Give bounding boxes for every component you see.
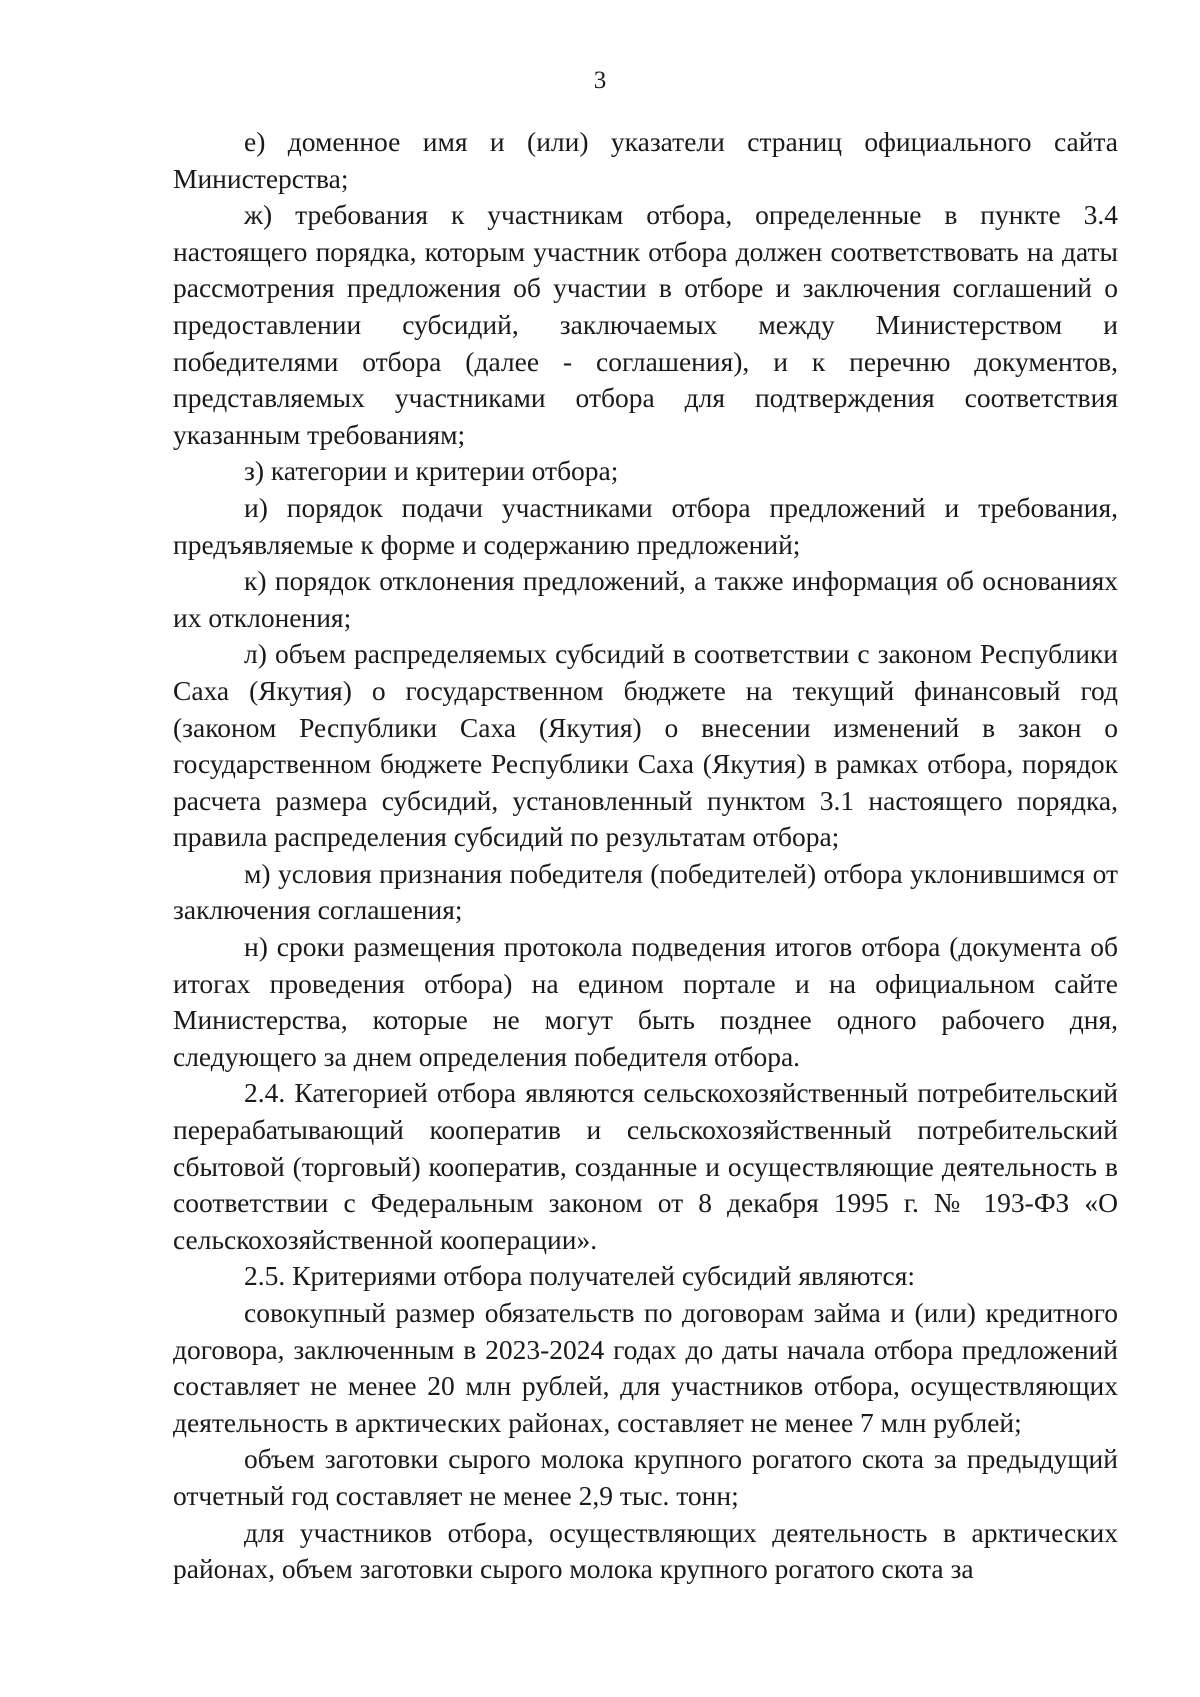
document-body	[173, 124, 1118, 1588]
paragraph-criterion-arctic: для участников отбора, осуществляющих деятельность в арктических районах, объем заготовки сырого молока крупного рогатого скота за	[173, 1516, 1118, 1585]
paragraph-n: н) сроки размещения протокола подведения итогов отбора (документа об итогах проведения отбора) на едином портале и на официальном сайте Министерства, которые не могут быть позднее одного рабочего дня, следующего за днем определения победителя отбора.	[173, 931, 1118, 1072]
paragraph-l: л) объем распределяемых субсидий в соответствии с законом Республики Саха (Якутия) о государственном бюджете на текущий финансовый год (законом Республики Саха (Якутия) о внесении изменений в закон о государственном бюджете Республики Саха (Якутия) в рамках отбора, порядок расчета размера субсидий, установленный пунктом 3.1 настоящего порядка, правила распределения субсидий по результатам отбора;	[173, 638, 1118, 853]
paragraph-2-4: 2.4. Категорией отбора являются сельскохозяйственный потребительский перерабатывающий кооператив и сельскохозяйственный потребительский сбытовой (торговый) кооператив, созданные и осуществляющие деятельность в соответствии с Федеральным законом от 8 декабря 1995 г. № 193-ФЗ «О сельскохозяйственной кооперации».	[173, 1077, 1118, 1255]
paragraph-2-5: 2.5. Критериями отбора получателей субсидий являются:	[244, 1260, 916, 1292]
paragraph-k: к) порядок отклонения предложений, а также информация об основаниях их отклонения;	[173, 565, 1118, 633]
paragraph-e: е) доменное имя и (или) указатели страниц официального сайта Министерства;	[173, 126, 1118, 194]
paragraph-m: м) условия признания победителя (победителей) отбора уклонившимся от заключения соглашения;	[173, 857, 1118, 926]
page-number: 3	[593, 67, 607, 94]
paragraph-i: и) порядок подачи участниками отбора предложений и требования, предъявляемые к форме и содержанию предложений;	[173, 491, 1118, 560]
paragraph-z: з) категории и критерии отбора;	[244, 455, 619, 487]
paragraph-criterion-loans: совокупный размер обязательств по договорам займа и (или) кредитного договора, заключенным в 2023-2024 годах до даты начала отбора предложений составляет не менее 20 млн рублей, для участников отбора, осуществляющих деятельность в арктических районах, составляет не менее 7 млн рублей;	[173, 1297, 1118, 1438]
paragraph-criterion-milk: объем заготовки сырого молока крупного рогатого скота за предыдущий отчетный год составляет не менее 2,9 тыс. тонн;	[173, 1443, 1118, 1511]
paragraph-zh: ж) требования к участникам отбора, определенные в пункте 3.4 настоящего порядка, которым участник отбора должен соответствовать на даты рассмотрения предложения об участии в отборе и заключения соглашений о предоставлении субсидий, заключаемых между Министерством и победителями отбора (далее - соглашения), и к перечню документов, представляемых участниками отбора для подтверждения соответствия указанным требованиям;	[173, 199, 1118, 450]
